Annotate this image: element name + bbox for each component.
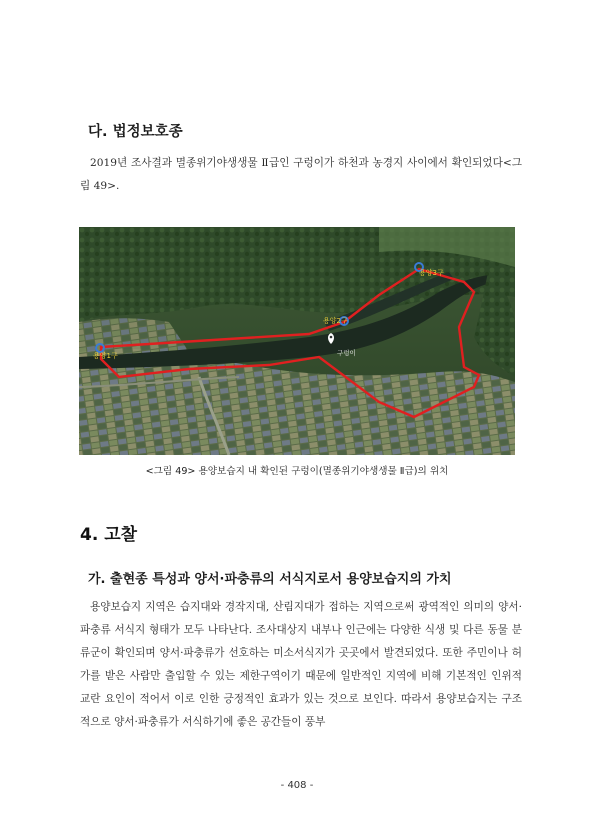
paragraph-discussion: 용양보습지 지역은 습지대와 경작지대, 산림지대가 접하는 지역으로써 광역적인 의미의 양서·파충류 서식지 형태가 모두 나타난다. 조사대상지 내부나 인근에는 다양한 식생 및 다른 동물 분류군이 확인되며 양서·파충류가 선호하는 미소서식지가 곳곳에서 발견되었다. 또한 주민이나 허가를 받은 사람만 출입할 수 있는 제한구역이기 때문에 일반적인 지역에 비해 기본적인 인위적 교란 요인이 적어서 이로 인한 긍정적인 효과가 있는 것으로 보인다. 따라서 용양보습지는 구조적으로 양서·파충류가 서식하기에 좋은 공간들이 풍부 xyxy=(80,601,522,728)
aerial-map-image xyxy=(79,227,515,455)
page-number: - 408 - xyxy=(280,780,314,791)
aerial-map-figure xyxy=(79,227,515,455)
figure-caption: <그림 49> 용양보습지 내 확인된 구렁이(멸종위기야생생물 Ⅱ급)의 위치 xyxy=(145,466,449,477)
paragraph-intro: 2019년 조사결과 멸종위기야생생물 Ⅱ급인 구렁이가 하천과 농경지 사이에서 확인되었다<그림 49>. xyxy=(80,157,522,192)
section-heading: 다. 법정보호종 xyxy=(88,124,183,140)
snake-marker-label: 구렁이 xyxy=(337,349,356,357)
site-label-2: 용양2구 xyxy=(323,317,348,325)
site-label-1: 용양1구 xyxy=(93,352,118,360)
site-label-3: 용양3구 xyxy=(419,269,444,277)
subsection-heading: 가. 출현종 특성과 양서·파충류의 서식지로서 용양보습지의 가치 xyxy=(88,572,452,587)
chapter-heading: 4. 고찰 xyxy=(80,525,138,545)
